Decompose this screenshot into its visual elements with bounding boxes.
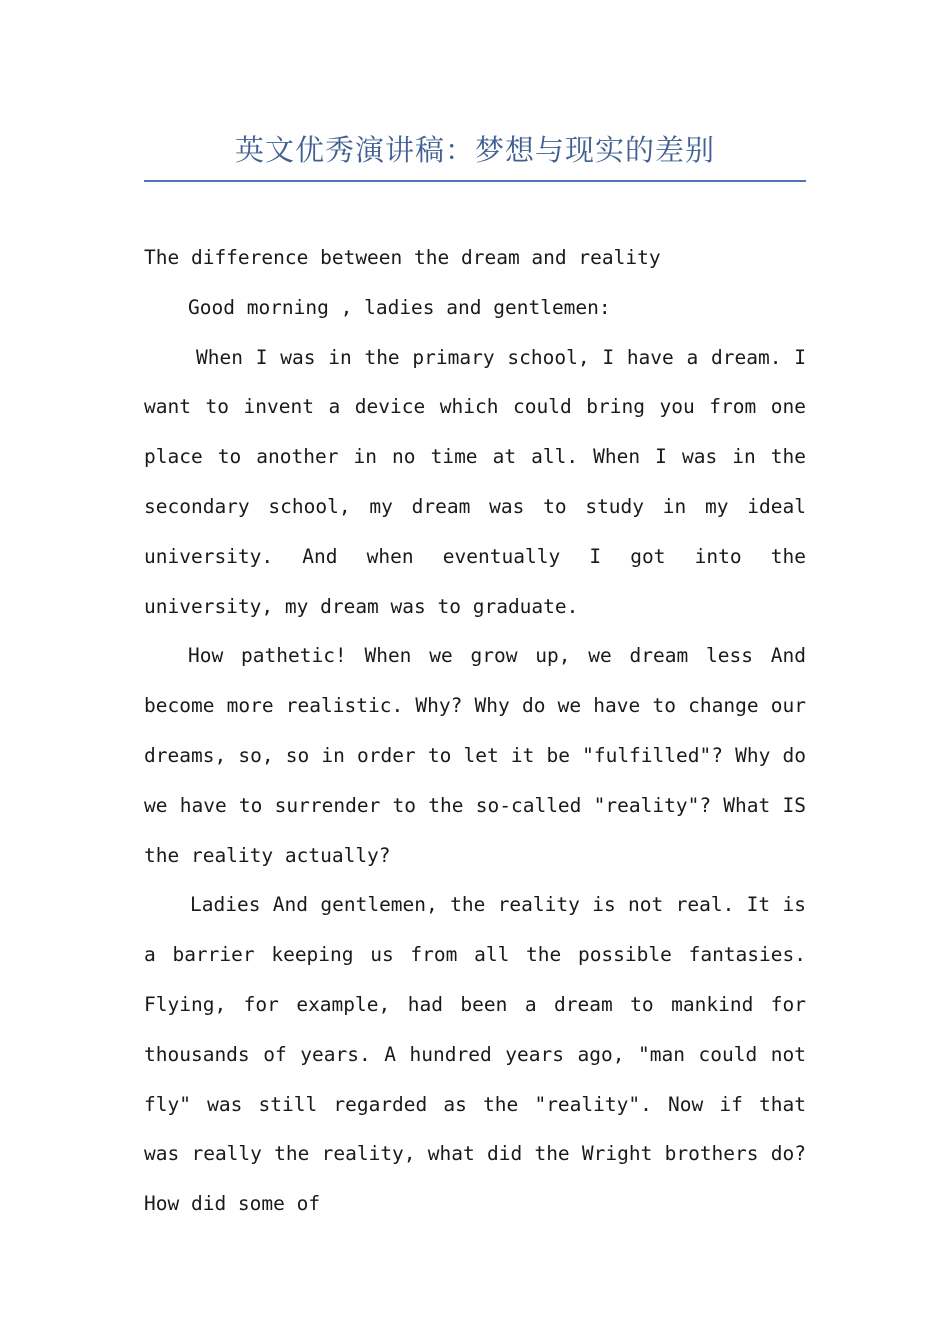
speech-heading: The difference between the dream and reality <box>144 246 661 269</box>
document-title: 英文优秀演讲稿：梦想与现实的差别 <box>234 133 715 167</box>
greeting-paragraph: Good morning , ladies and gentlemen: <box>188 295 611 319</box>
title-underline <box>144 180 806 182</box>
document-body <box>144 233 806 1229</box>
body-paragraph: How pathetic! When we grow up, we dream less And become more realistic. Why? Why do we have to change our dreams, so, so in order to let it be "fulfilled"? Why do we have to surrender to the so-called "reality"? What IS the reality actually? <box>144 644 806 867</box>
body-paragraph: Ladies And gentlemen, the reality is not real. It is a barrier keeping us from all the possible fantasies. Flying, for example, had been a dream to mankind for thousands of years. A hundred years ago, "man could not fly" was still regarded as the "reality". Now if that was really the reality, what did the Wright brothers do? How did some of <box>144 893 806 1216</box>
body-paragraph: When I was in the primary school, I have a dream. I want to invent a device which could bring you from one place to another in no time at all. When I was in the secondary school, my dream was to study in my ideal university. And when eventually I got into the university, my dream was to graduate. <box>144 345 806 618</box>
